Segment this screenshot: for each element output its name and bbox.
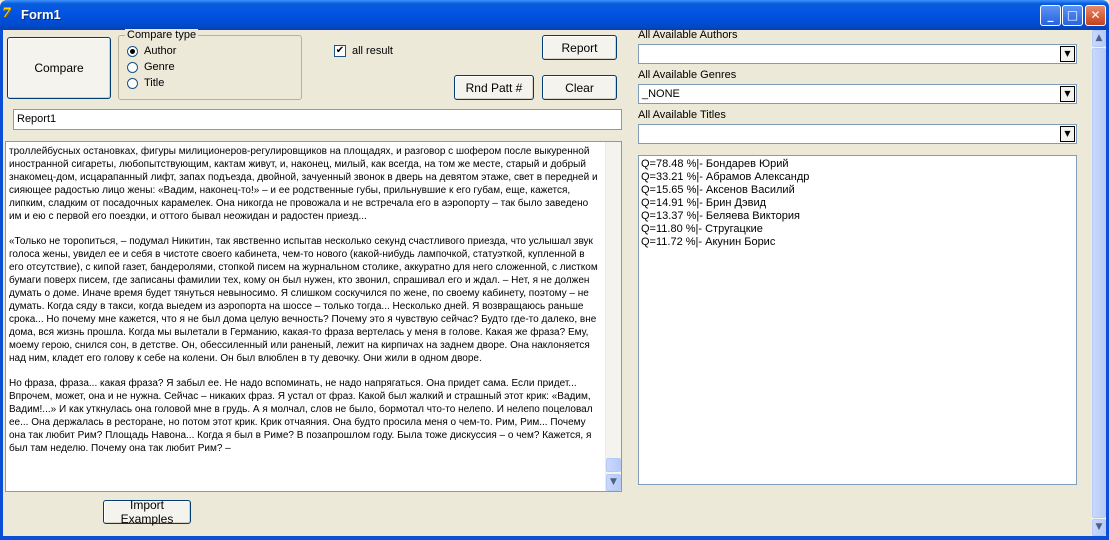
memo-paragraph: «Только не торопиться, – подумал Никитин, так явственно испытав несколько секунд счастливого приезда, что услышал звук голоса жены, увидел ее и себя в чистоте своего кабинета, чем-то нового (какой-нибудь лампочкой, статуэткой, купленной в его отсутствие), с кипой газет, бандеролями, стопкой писем на журнальном столике, аккуратно для него сложенной, с листком бумаги поверх писем, где записаны фамилии тех, кому он был нужен, кто звонил, спрашивал его и ждал. – Нет, я не должен думать о доме. Иначе время будет тянуться невыносимо. Я слишком соскучился по жене, по своему кабинету, поэтому – не думать. Когда сяду в такси, когда выедем из аэропорта на шоссе – только тогда... Несколько дней. Я возвращаюсь раньше срока... Но почему мне кажется, что я не был дома целую вечность? Почему это я чувствую сейчас? Будто где-то далеко, вне дома, вся жизнь прошла. Когда мы вылетали в Германию, какая-то фраза вертелась у меня в голове. Какая же фраза? Ему, моему герою, снился сон, в детстве. Он, обессиленный или раненый, лежит на кирпичах на заднем дворе. Она наклоняется над ним, кладет его голову к себе на колени. Он был влюблен в ту девочку. Они жили в одном дворе. <box>9 236 598 364</box>
result-item[interactable]: Q=14.91 %|- Брин Дэвид <box>641 197 767 209</box>
radio-title[interactable] <box>127 77 164 89</box>
result-item[interactable]: Q=33.21 %|- Абрамов Александр <box>641 171 810 183</box>
radio-title-circle[interactable] <box>127 78 138 89</box>
window-title: Form1 <box>21 7 61 22</box>
report-button[interactable]: Report <box>542 35 617 60</box>
maximize-button[interactable]: □ <box>1062 5 1083 26</box>
clear-button[interactable]: Clear <box>542 75 617 100</box>
genres-combo[interactable] <box>638 84 1077 104</box>
form-scroll-down-button[interactable]: ▼ <box>1092 519 1106 536</box>
radio-genre-label: Genre <box>144 61 175 73</box>
radio-author[interactable] <box>127 45 176 57</box>
radio-genre[interactable] <box>127 61 175 73</box>
radio-title-label: Title <box>144 77 165 89</box>
titles-combo[interactable] <box>638 124 1077 144</box>
window-frame-bottom <box>0 536 1109 540</box>
import-examples-button[interactable]: Import Examples <box>103 500 191 524</box>
radio-author-label: Author <box>144 45 177 57</box>
chevron-down-icon[interactable]: ▼ <box>1060 86 1075 102</box>
authors-combo[interactable] <box>638 44 1077 64</box>
compare-type-group <box>118 29 302 100</box>
memo-scrollbar[interactable] <box>605 142 621 491</box>
titles-label: All Available Titles <box>638 109 726 121</box>
title-bar[interactable] <box>0 0 1109 30</box>
result-item[interactable]: Q=11.72 %|- Акунин Борис <box>641 236 776 248</box>
minimize-button[interactable]: _ <box>1040 5 1061 26</box>
radio-author-circle[interactable] <box>127 46 138 57</box>
compare-button[interactable]: Compare <box>7 37 111 99</box>
close-button[interactable]: ✕ <box>1085 5 1106 26</box>
report-name-field[interactable]: Report1 <box>13 109 622 130</box>
chevron-down-icon[interactable]: ▼ <box>1060 126 1075 142</box>
results-listbox[interactable] <box>638 155 1077 485</box>
all-result-label: all result <box>352 45 393 57</box>
memo-scroll-down-button[interactable]: ▼ <box>606 474 621 491</box>
result-item[interactable]: Q=13.37 %|- Беляева Виктория <box>641 210 800 222</box>
memo-text <box>9 145 601 467</box>
window-frame-left <box>0 30 3 540</box>
rnd-patt-button[interactable]: Rnd Patt # <box>454 75 534 100</box>
form-scroll-thumb[interactable] <box>1092 48 1106 518</box>
authors-label: All Available Authors <box>638 29 738 41</box>
form-scrollbar[interactable] <box>1091 30 1106 536</box>
genres-combo-value: _NONE <box>642 88 680 100</box>
result-item[interactable]: Q=78.48 %|- Бондарев Юрий <box>641 158 789 170</box>
text-memo[interactable] <box>5 141 622 492</box>
app-icon: 7 <box>2 6 12 21</box>
all-result-checkbox[interactable]: ✔ <box>335 45 345 56</box>
result-item[interactable]: Q=11.80 %|- Стругацкие <box>641 223 763 235</box>
memo-paragraph: Но фраза, фраза... какая фраза? Я забыл ее. Не надо вспоминать, не надо напрягаться. Она придет сама. Если придет... Впрочем, может, она и не нужна. Сейчас – никаких фраз. Я устал от фраз. Какой был жалкий и страшный этот крик: «Вадим, Вадим!...» И как уткнулась она головой мне в грудь. А я молчал, слов не было, бормотал что-то нелепо. И нелепо поцеловал ее... Она держалась в ресторане, но потом этот крик. Крик отчаяния. Она будто просила меня о чем-то. Рим, Рим... Почему она так любит Рим? Площадь Навона... Когда я был в Риме? В позапрошлом году. Была тоже дискуссия – о чем? Кажется, я был там неделю. Почему она так любит Рим? – <box>9 378 593 454</box>
chevron-down-icon[interactable]: ▼ <box>1060 46 1075 62</box>
memo-paragraph: троллейбусных остановках, фигуры милиционеров-регулировщиков на площадях, и разговор с шофером после выкуренной иностранной сигареты, любопытствующим, кактам живут, и, наконец, милый, как всегда, на том же месте, старый и добрый знакомец-дом, исцарапанный лифт, запах подъезда, двойной, зачуенный звонок в дверь на девятом этаже, свет в передней и сияющее радостью лицо жены: «Вадим, наконец-то!» – и ее родственные губы, прильнувшие к его губам, еще, кажется, липким, сладким от посадочных карамелек. Она никогда не провожала и не встречала его в аэропорту – так было заведено им и ею с первой его поездки, и оттого бывал неожидан и радостен приезд... <box>9 146 598 222</box>
result-item[interactable]: Q=15.65 %|- Аксенов Василий <box>641 184 795 196</box>
memo-scroll-thumb[interactable] <box>606 458 621 472</box>
form-scroll-up-button[interactable]: ▲ <box>1092 30 1106 47</box>
compare-type-legend: Compare type <box>127 29 197 41</box>
radio-genre-circle[interactable] <box>127 62 138 73</box>
genres-label: All Available Genres <box>638 69 737 81</box>
